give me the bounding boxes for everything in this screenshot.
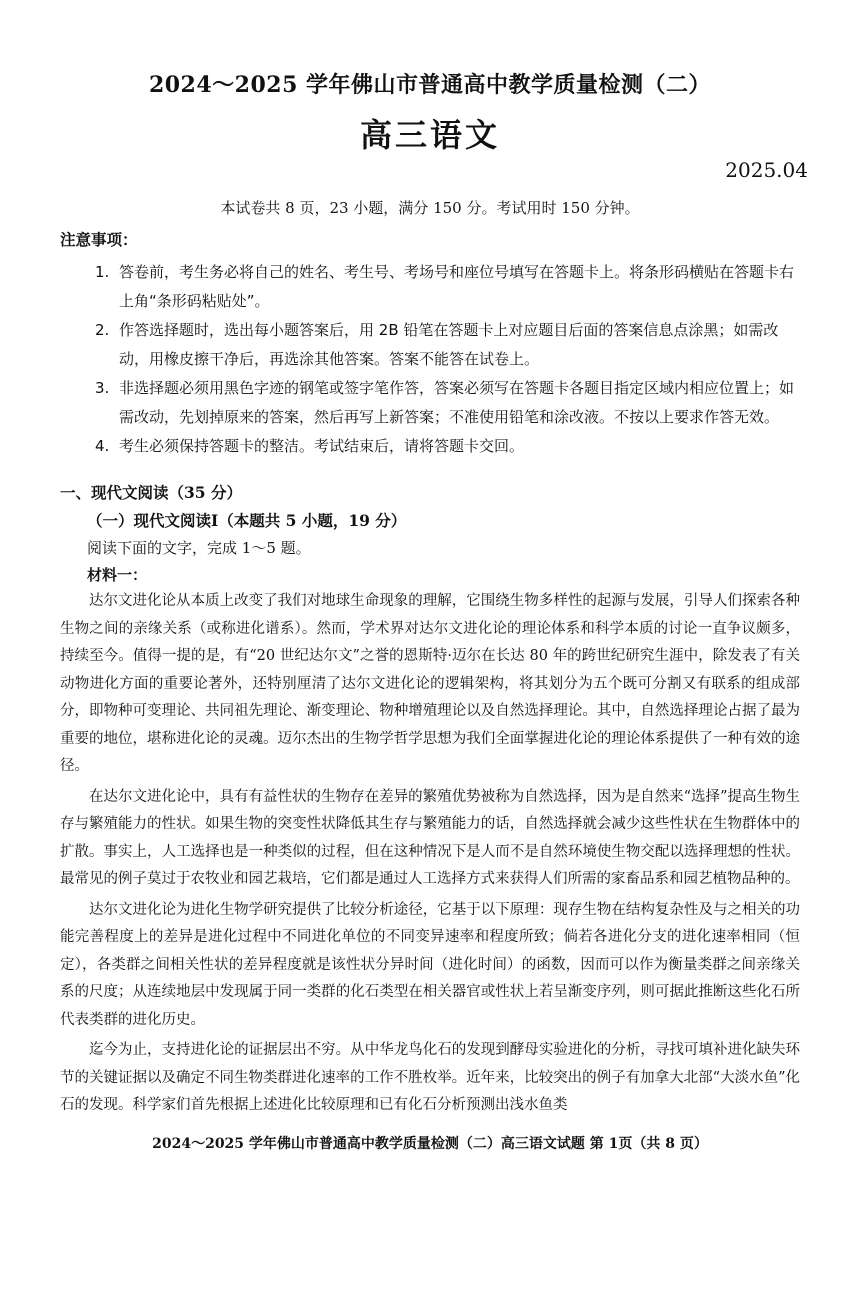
notice-heading: 注意事项： bbox=[60, 230, 138, 249]
notice-item-number: 2. bbox=[95, 321, 110, 339]
exam-info: 本试卷共 8 页，23 小题，满分 150 分。考试用时 150 分钟。 bbox=[220, 199, 640, 217]
passage-paragraph: 迄今为止，支持进化论的证据层出不穷。从中华龙鸟化石的发现到酵母实验进化的分析，寻找可填补进化缺失环节的关键证据以及确定不同生物类群进化速率的工作不胜枚举。近年来，比较突出的例子有加拿大北部“大淡水鱼”化石的发现。科学家们首先根据上述进化比较原理和已有化石分析预测出浅水鱼类 bbox=[60, 1042, 800, 1113]
subsection-heading: （一）现代文阅读Ⅰ（本题共 5 小题，19 分） bbox=[87, 511, 407, 530]
notice-item bbox=[95, 316, 805, 374]
notice-item bbox=[95, 432, 805, 461]
notice-item-number: 4. bbox=[95, 437, 110, 455]
passage-paragraph: 在达尔文进化论中，具有有益性状的生物存在差异的繁殖优势被称为自然选择，因为是自然来“选择”提高生物生存与繁殖能力的性状。如果生物的突变性状降低其生存与繁殖能力的话，自然选择就会减少这些性状在生物群体中的扩散。事实上，人工选择也是一种类似的过程，但在这种情况下是人而不是自然环境使生物交配以选择理想的性状。最常见的例子莫过于农牧业和园艺栽培，它们都是通过人工选择方式来获得人们所需的家畜品系和园艺植物品种的。 bbox=[60, 788, 800, 887]
exam-title: 2024～2025 学年佛山市普通高中教学质量检测（二） bbox=[148, 72, 712, 98]
reading-instruction: 阅读下面的文字，完成 1～5 题。 bbox=[87, 539, 311, 557]
section-heading: 一、现代文阅读（35 分） bbox=[60, 483, 242, 502]
passage-paragraph: 达尔文进化论从本质上改变了我们对地球生命现象的理解，它围绕生物多样性的起源与发展，引导人们探索各种生物之间的亲缘关系（或称进化谱系）。然而，学术界对达尔文进化论的理论体系和科学本质的讨论一直争议颇多，持续至今。值得一提的是，有“20 世纪达尔文”之誉的恩斯特·迈尔在长达 80 年的跨世纪研究生涯中，除发表了有关动物进化方面的重要论著外，还特别厘清了达尔文进化论的逻辑架构，将其划分为五个既可分割又有联系的组成部分，即物种可变理论、共同祖先理论、渐变理论、物种增殖理论以及自然选择理论。其中，自然选择理论占据了最为重要的地位，堪称进化论的灵魂。迈尔杰出的生物学哲学思想为我们全面掌握进化论的理论体系提供了一种有效的途径。 bbox=[60, 593, 800, 774]
material-label: 材料一： bbox=[87, 566, 148, 584]
notice-item-number: 3. bbox=[95, 379, 110, 397]
exam-date: 2025.04 bbox=[725, 158, 808, 182]
page-footer: 2024～2025 学年佛山市普通高中教学质量检测（二）高三语文试题 第 1页（共 8 页） bbox=[152, 1136, 708, 1152]
notice-item-text: 非选择题必须用黑色字迹的钢笔或签字笔作答，答案必须写在答题卡各题目指定区域内相应位置上；如需改动，先划掉原来的答案，然后再写上新答案；不准使用铅笔和涂改液。不按以上要求作答无效。 bbox=[119, 379, 795, 426]
notice-item bbox=[95, 258, 805, 316]
subject-title: 高三语文 bbox=[359, 116, 500, 154]
reading-passage bbox=[60, 588, 800, 1123]
notice-item-text: 答卷前，考生务必将自己的姓名、考生号、考场号和座位号填写在答题卡上。将条形码横贴在答题卡右上角“条形码粘贴处”。 bbox=[119, 263, 795, 310]
notice-item-text: 考生必须保持答题卡的整洁。考试结束后，请将答题卡交回。 bbox=[119, 437, 525, 455]
notice-item-text: 作答选择题时，选出每小题答案后，用 2B 铅笔在答题卡上对应题目后面的答案信息点涂黑；如需改动，用橡皮擦干净后，再选涂其他答案。答案不能答在试卷上。 bbox=[119, 321, 779, 368]
passage-paragraph: 达尔文进化论为进化生物学研究提供了比较分析途径，它基于以下原理：现存生物在结构复杂性及与之相关的功能完善程度上的差异是进化过程中不同进化单位的不同变异速率和程度所致；倘若各进化分支的进化速率相同（恒定），各类群之间相关性状的差异程度就是该性状分异时间（进化时间）的函数，因而可以作为衡量类群之间亲缘关系的尺度；从连续地层中发现属于同一类群的化石类型在相关器官或性状上若呈渐变序列，则可据此推断这些化石所代表类群的进化历史。 bbox=[60, 901, 800, 1028]
notice-item-number: 1. bbox=[95, 263, 110, 281]
notice-item bbox=[95, 374, 805, 432]
notice-list bbox=[95, 258, 805, 461]
